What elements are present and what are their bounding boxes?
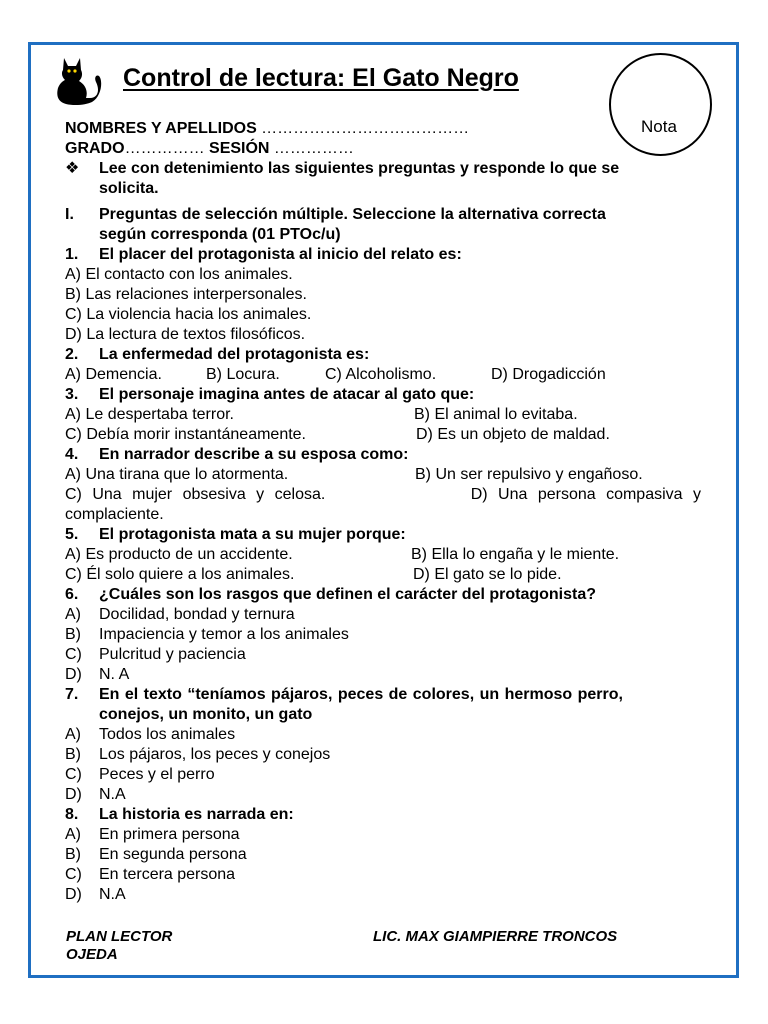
option-a — [65, 725, 701, 745]
option-a — [65, 605, 701, 625]
option-text: En tercera persona — [99, 866, 236, 883]
option-letter: D) — [65, 886, 82, 903]
option-letter: C) — [65, 866, 82, 883]
option-b — [65, 745, 701, 765]
diamond-bullet-icon: ❖ — [65, 160, 80, 177]
option-letter: A) — [65, 726, 81, 743]
option-d: D) El gato se lo pide. — [413, 566, 562, 583]
grade-label: Nota — [641, 117, 677, 136]
option-a: A) El contacto con los animales. — [65, 266, 293, 283]
question-text: ¿Cuáles son los rasgos que definen el carácter del protagonista? — [99, 586, 597, 603]
option-text: En primera persona — [99, 826, 240, 843]
section-line-2: según corresponda (01 PTOc/u) — [99, 226, 341, 243]
question-number: 2. — [65, 346, 79, 363]
option-letter: A) — [65, 606, 81, 623]
option-d: D) Drogadicción — [491, 366, 606, 383]
option-d: D) Una persona compasiva y — [470, 486, 701, 503]
question-number: 6. — [65, 586, 79, 603]
option-letter: C) — [65, 646, 82, 663]
section-heading — [65, 205, 701, 225]
option-b: B) Locura. — [206, 366, 280, 383]
option-d: D) La lectura de textos filosóficos. — [65, 326, 306, 343]
worksheet-body — [65, 119, 701, 905]
black-cat-icon — [46, 52, 102, 106]
option-text: Pulcritud y paciencia — [99, 646, 246, 663]
option-d — [65, 785, 701, 805]
names-field — [65, 119, 701, 139]
grade-field-label: GRADO — [65, 140, 125, 157]
option-letter: C) — [65, 766, 82, 783]
section-line-1: Preguntas de selección múltiple. Seleccione la alternativa correcta — [99, 206, 606, 223]
option-a: A) Una tirana que lo atormenta. — [65, 466, 289, 483]
question-5 — [65, 525, 701, 545]
question-3 — [65, 385, 701, 405]
option-letter: D) — [65, 666, 82, 683]
option-d — [65, 665, 701, 685]
question-text: El protagonista mata a su mujer porque: — [99, 526, 406, 543]
question-1 — [65, 245, 701, 265]
option-c — [65, 765, 701, 785]
session-blank: …………… — [269, 140, 354, 157]
question-number: 4. — [65, 446, 79, 463]
question-number: 3. — [65, 386, 79, 403]
instruction-line-1: Lee con detenimiento las siguientes preguntas y responde lo que se — [99, 160, 620, 177]
option-c: C) La violencia hacia los animales. — [65, 306, 312, 323]
option-text: N. A — [99, 666, 130, 683]
option-b — [65, 625, 701, 645]
option-text: Peces y el perro — [99, 766, 215, 783]
options-row — [65, 425, 701, 445]
option-b — [65, 845, 701, 865]
option-b: B) Las relaciones interpersonales. — [65, 286, 307, 303]
option-text: Impaciencia y temor a los animales — [99, 626, 349, 643]
option-a: A) Demencia. — [65, 366, 162, 383]
options-row — [65, 565, 701, 585]
option-text: N.A — [99, 786, 126, 803]
grade-blank: …………… — [124, 140, 210, 157]
footer-line-1 — [66, 928, 666, 946]
options-row — [65, 405, 701, 425]
option-a: A) Es producto de un accidente. — [65, 546, 293, 563]
option-text: En segunda persona — [99, 846, 247, 863]
option-text: N.A — [99, 886, 126, 903]
names-blank: ………………………………… — [256, 120, 470, 137]
option-c: C) Él solo quiere a los animales. — [65, 566, 295, 583]
question-text: La enfermedad del protagonista es: — [99, 346, 370, 363]
question-7 — [65, 685, 701, 705]
option-d-continued: complaciente. — [65, 506, 164, 523]
section-number: I. — [65, 206, 74, 223]
instruction-line-2: solicita. — [99, 180, 159, 197]
footer-program: PLAN LECTOR — [66, 928, 173, 945]
question-text: El personaje imagina antes de atacar al gato que: — [99, 386, 475, 403]
option-letter: D) — [65, 786, 82, 803]
option-a — [65, 825, 701, 845]
option-letter: B) — [65, 626, 81, 643]
option-letter: B) — [65, 846, 81, 863]
option-b: B) Un ser repulsivo y engañoso. — [415, 466, 643, 483]
option-c: C) Debía morir instantáneamente. — [65, 426, 306, 443]
question-text-line-1: En el texto “teníamos pájaros, peces de colores, un hermoso perro, — [99, 686, 623, 703]
question-4 — [65, 445, 701, 465]
question-number: 7. — [65, 686, 79, 703]
question-text: La historia es narrada en: — [99, 806, 294, 823]
option-c: C) Alcoholismo. — [325, 366, 437, 383]
footer-line-2: OJEDA — [66, 946, 118, 963]
option-text: Los pájaros, los peces y conejos — [99, 746, 331, 763]
option-d: D) Es un objeto de maldad. — [416, 426, 610, 443]
question-8 — [65, 805, 701, 825]
option-a: A) Le despertaba terror. — [65, 406, 234, 423]
session-label: SESIÓN — [209, 140, 270, 157]
question-2 — [65, 345, 701, 365]
option-b: B) El animal lo evitaba. — [414, 406, 578, 423]
grade-session-field — [65, 139, 701, 159]
options-row — [65, 465, 701, 485]
names-label: NOMBRES Y APELLIDOS — [65, 120, 257, 137]
footer — [66, 928, 666, 964]
question-number: 1. — [65, 246, 79, 263]
options-row — [65, 365, 701, 385]
option-letter: A) — [65, 826, 81, 843]
option-c — [65, 865, 701, 885]
option-b: B) Ella lo engaña y le miente. — [411, 546, 620, 563]
footer-teacher: LIC. MAX GIAMPIERRE TRONCOS — [373, 928, 618, 945]
question-6 — [65, 585, 701, 605]
question-number: 8. — [65, 806, 79, 823]
options-row — [65, 545, 701, 565]
options-row — [65, 485, 701, 505]
option-c — [65, 645, 701, 665]
option-text: Docilidad, bondad y ternura — [99, 606, 295, 623]
question-text: En narrador describe a su esposa como: — [99, 446, 409, 463]
option-letter: B) — [65, 746, 81, 763]
page-title: Control de lectura: El Gato Negro — [123, 64, 519, 92]
option-d — [65, 885, 701, 905]
question-number: 5. — [65, 526, 79, 543]
question-text: El placer del protagonista al inicio del relato es: — [99, 246, 462, 263]
option-c: C) Una mujer obsesiva y celosa. — [65, 486, 326, 503]
instruction — [65, 159, 701, 179]
option-text: Todos los animales — [99, 726, 236, 743]
question-text-line-2: conejos, un monito, un gato — [99, 706, 313, 723]
